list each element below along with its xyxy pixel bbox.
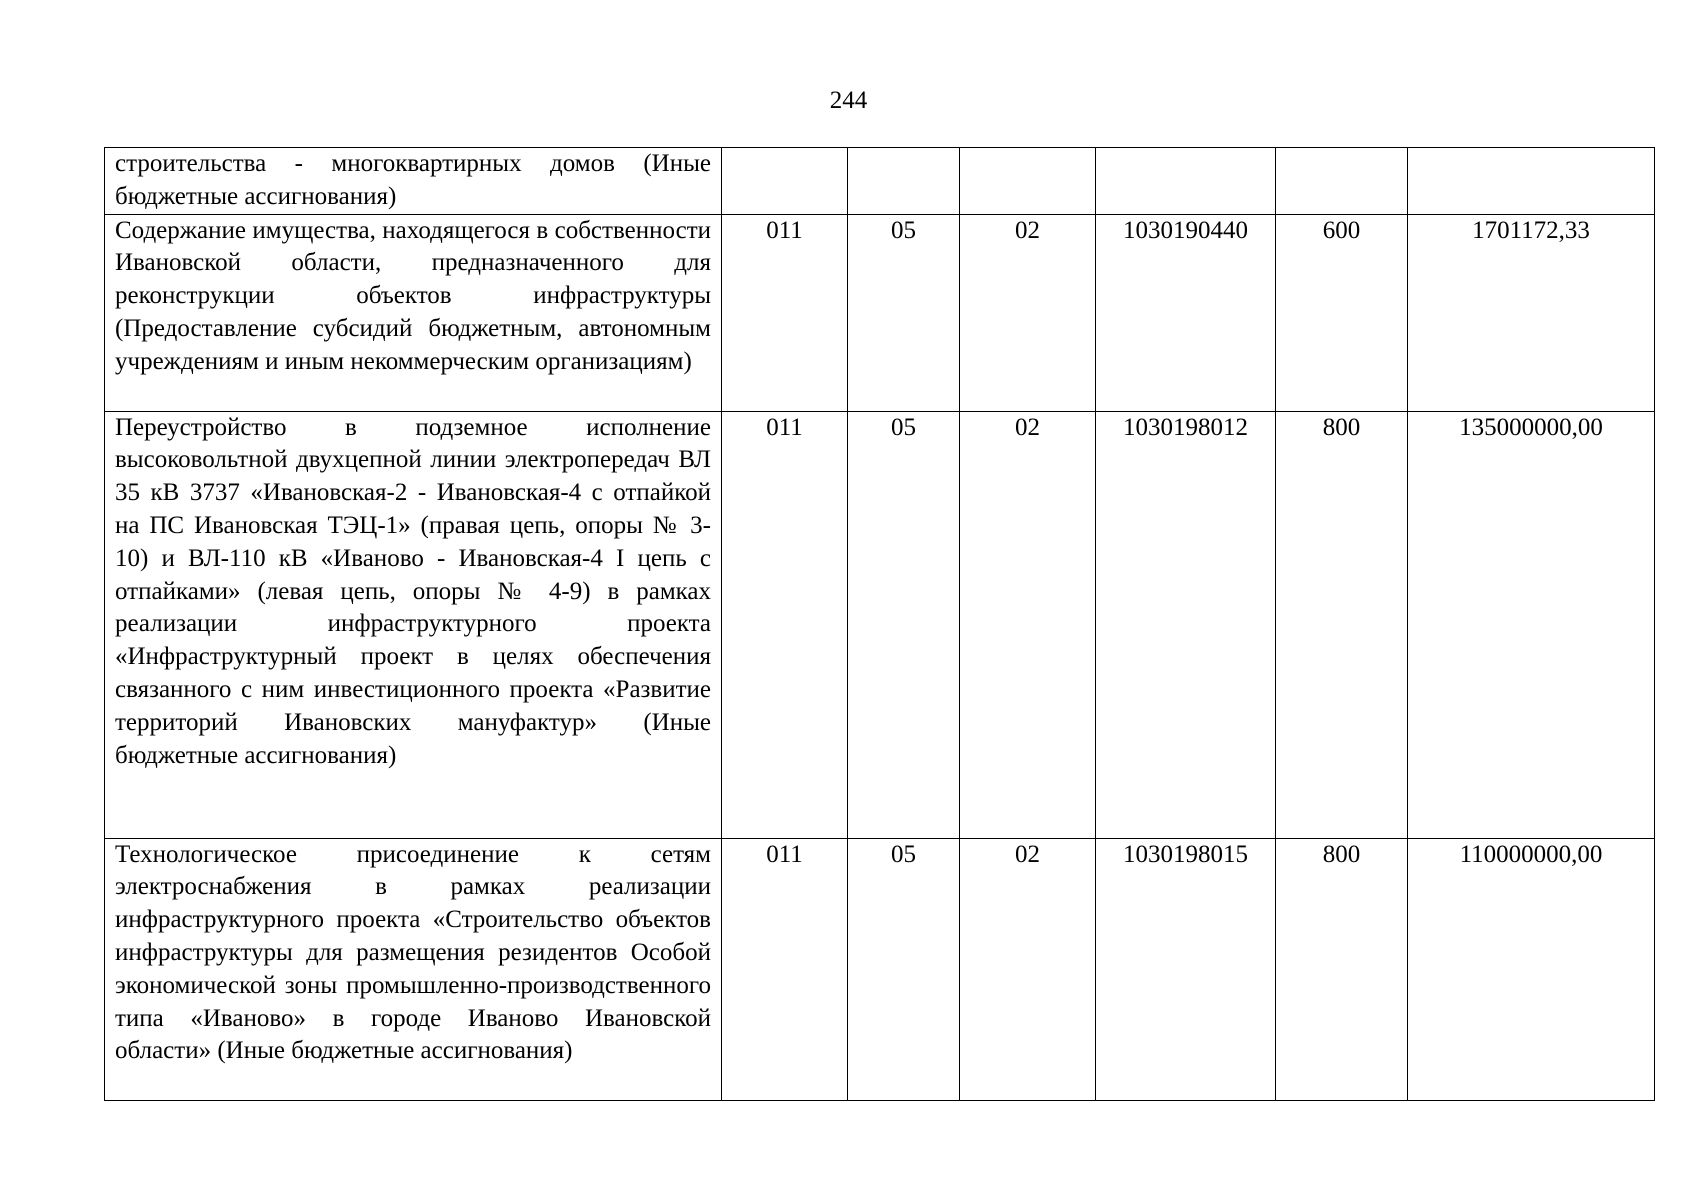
section-code: 05: [848, 411, 960, 838]
amount-value: [1408, 148, 1655, 215]
subsection-code: 02: [960, 838, 1096, 1100]
table-row: [105, 148, 1655, 215]
budget-table: [104, 147, 1655, 1101]
row-description: строительства - многоквартирных домов (Иные бюджетные ассигнования): [105, 148, 722, 215]
target-article-code: [1096, 148, 1276, 215]
ministry-code: 011: [722, 214, 848, 411]
subsection-code: 02: [960, 214, 1096, 411]
section-code: 05: [848, 214, 960, 411]
target-article-code: 1030198012: [1096, 411, 1276, 838]
row-description: Технологическое присоединение к сетям электроснабжения в рамках реализации инфраструктурного проекта «Строительство объектов инфраструктуры для размещения резидентов Особой экономической зоны промышленно-производственного типа «Иваново» в городе Иваново Ивановской области» (Иные бюджетные ассигнования): [105, 838, 722, 1100]
table-row: [105, 411, 1655, 838]
subsection-code: 02: [960, 411, 1096, 838]
section-code: [848, 148, 960, 215]
table-row: [105, 838, 1655, 1100]
amount-value: 110000000,00: [1408, 838, 1655, 1100]
table-row: [105, 214, 1655, 411]
expense-type-code: 800: [1276, 411, 1408, 838]
section-code: 05: [848, 838, 960, 1100]
subsection-code: [960, 148, 1096, 215]
expense-type-code: [1276, 148, 1408, 215]
expense-type-code: 800: [1276, 838, 1408, 1100]
ministry-code: 011: [722, 838, 848, 1100]
ministry-code: 011: [722, 411, 848, 838]
target-article-code: 1030190440: [1096, 214, 1276, 411]
row-description: Содержание имущества, находящегося в собственности Ивановской области, предназначенного для реконструкции объектов инфраструктуры (Предоставление субсидий бюджетным, автономным учреждениям и иным некоммерческим организациям): [105, 214, 722, 411]
page-number: 244: [829, 87, 868, 114]
expense-type-code: 600: [1276, 214, 1408, 411]
row-description: Переустройство в подземное исполнение высоковольтной двухцепной линии электропередач ВЛ 35 кВ 3737 «Ивановская-2 - Ивановская-4 с отпайкой на ПС Ивановская ТЭЦ-1» (правая цепь, опоры № 3-10) и ВЛ-110 кВ «Иваново - Ивановская-4 I цепь с отпайками» (левая цепь, опоры № 4-9) в рамках реализации инфраструктурного проекта «Инфраструктурный проект в целях обеспечения связанного с ним инвестиционного проекта «Развитие территорий Ивановских мануфактур» (Иные бюджетные ассигнования): [105, 411, 722, 838]
target-article-code: 1030198015: [1096, 838, 1276, 1100]
amount-value: 1701172,33: [1408, 214, 1655, 411]
amount-value: 135000000,00: [1408, 411, 1655, 838]
ministry-code: [722, 148, 848, 215]
